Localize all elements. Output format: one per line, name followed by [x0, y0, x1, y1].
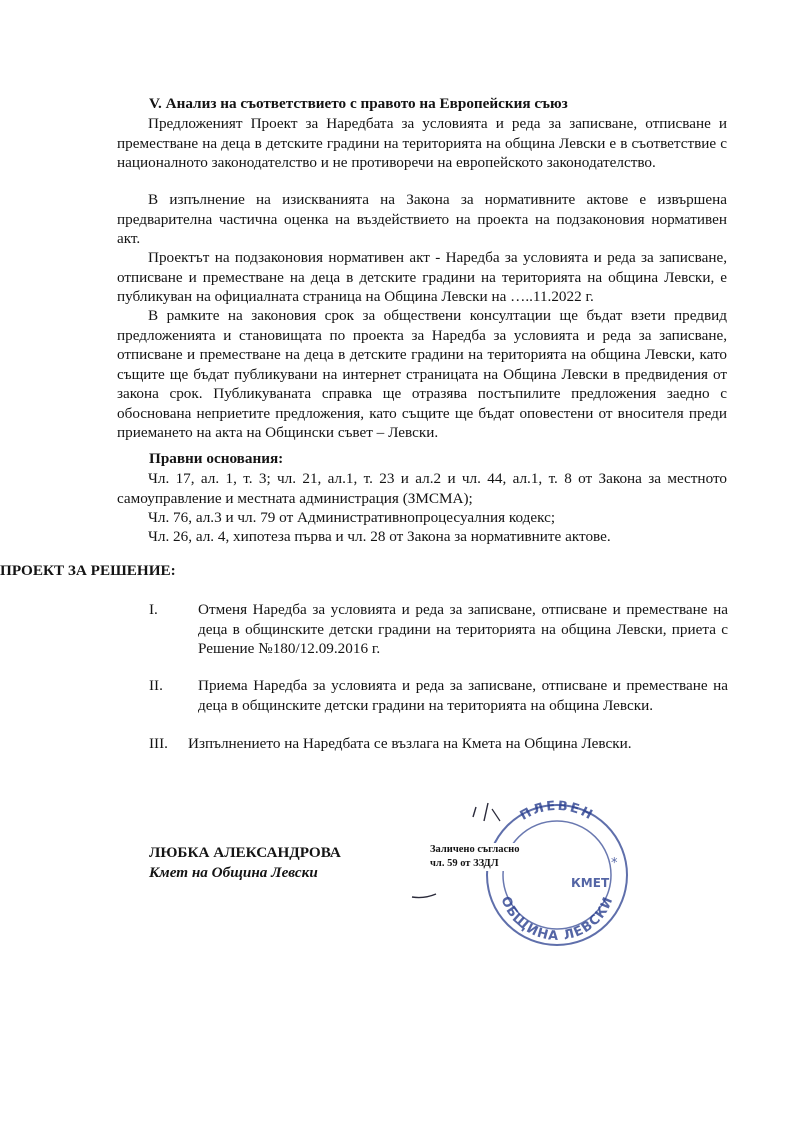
stamp-bottom-text: ОБЩИНА ЛЕВСКИ	[497, 894, 617, 945]
redaction-note-line: чл. 59 от ЗЗДЛ	[430, 858, 499, 869]
redaction-note	[430, 843, 570, 871]
paragraph-publication: Проектът на подзаконовия нормативен акт - Наредба за условията и реда за записване, отписване и преместване на деца в детските градини на територията на община Левски, е публикуван на официалната страница на Община Левски на …..11.2022 г.	[117, 249, 727, 305]
legal-basis-heading: Правни основания:	[149, 450, 284, 467]
decision-text: Изпълнението на Наредбата се възлага на Кмета на Община Левски.	[188, 735, 632, 752]
stamp-star-icon: *	[611, 856, 618, 871]
signatory-title: Кмет на Община Левски	[149, 864, 318, 881]
stamp-top-text: ПЛЕВЕН	[517, 798, 597, 824]
paragraph-eu-compliance: Предложеният Проект за Наредбата за условията и реда за записване, отписване и преместване на деца в детските градини на територията на община Левски е в съответствие с националното законодателство и не противоречи на европейското законодателство.	[117, 115, 727, 171]
legal-basis-item: Чл. 17, ал. 1, т. 3; чл. 21, ал.1, т. 23 и ал.2 и чл. 44, ал.1, т. 8 от Закона за местното самоуправление и местната администрация (ЗМСМА);	[117, 470, 727, 507]
paragraph-consultation: В рамките на законовия срок за обществени консултации ще бъдат взети предвид предложенията и становищата по проекта за Наредба за условията и реда за записване, отписване и преместване на деца в детските градини на територията на община Левски, като същите ще бъдат публикувани на интернет страницата на Община Левски в предвидения от закона срок. Публикуваната справка ще отразява постъпилите предложения заедно с обоснована неприетите предложения, като същите ще бъдат оповестени от вносителя преди приемането на акта на Общински съвет – Левски.	[117, 307, 727, 441]
decision-text: Отменя Наредба за условията и реда за записване, отписване и преместване на деца в общинските детски градини на територията на община Левски, приета с Решение №180/12.09.2016 г.	[198, 601, 728, 657]
decision-number: III.	[149, 735, 168, 752]
legal-basis-item: Чл. 76, ал.3 и чл. 79 от Административнопроцесуалния кодекс;	[148, 509, 556, 526]
draft-decision-heading: ПРОЕКТ ЗА РЕШЕНИЕ:	[0, 562, 176, 579]
stamp-middle-text: КМЕТ	[571, 876, 610, 890]
signatory-name: ЛЮБКА АЛЕКСАНДРОВА	[149, 844, 341, 861]
paragraph-impact-assessment: В изпълнение на изискванията на Закона за нормативните актове е извършена предварителна частична оценка на въздействието на проекта на подзаконовия нормативен акт.	[117, 191, 727, 247]
decision-number: I.	[149, 601, 158, 618]
decision-number: II.	[149, 677, 163, 694]
decision-text: Приема Наредба за условията и реда за записване, отписване и преместване на деца в общинските детски градини на територията на община Левски.	[198, 677, 728, 714]
redaction-note-line: Заличено съгласно	[430, 844, 520, 855]
section-heading: V. Анализ на съответствието с правото на Европейския съюз	[149, 95, 568, 112]
legal-basis-item: Чл. 26, ал. 4, хипотеза първа и чл. 28 от Закона за нормативните актове.	[148, 528, 611, 545]
